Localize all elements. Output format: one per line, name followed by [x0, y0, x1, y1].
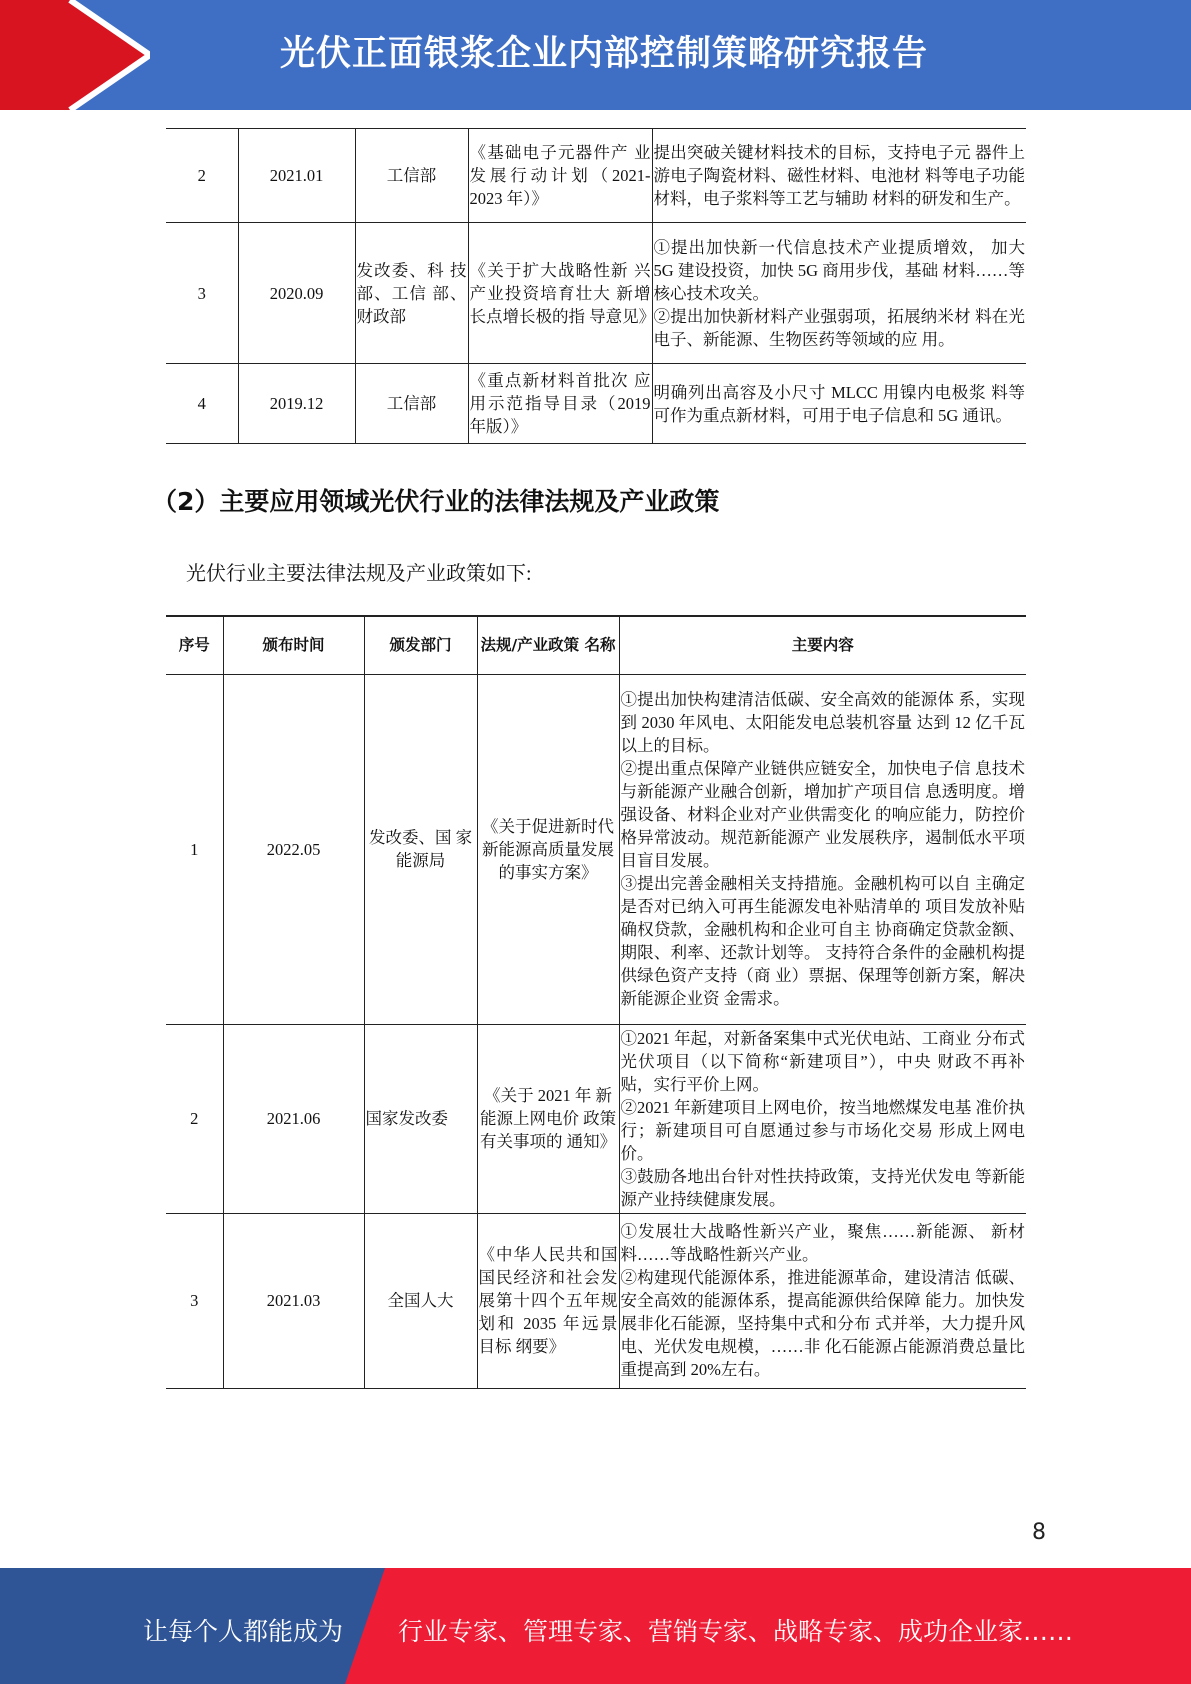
row-content: ①提出加快新一代信息技术产业提质增效， 加大 5G 建设投资，加快 5G 商用步伐，基础 材料……等核心技术攻关。 ②提出加快新材料产业强弱项，拓展纳米材 料在光电子、新能源、生物医药等领域的应 用。 [652, 223, 1026, 364]
table-row [166, 223, 1026, 364]
page-number: 8 [1032, 1520, 1046, 1545]
row-date: 2020.09 [238, 223, 355, 364]
row-policy: 《关于扩大战略性新 兴产业投资培育壮大 新增长点增长极的指 导意见》 [468, 223, 652, 364]
row-content: 提出突破关键材料技术的目标，支持电子元 器件上游电子陶瓷材料、磁性材料、电池材 料等电子功能材料，电子浆料等工艺与辅助 材料的研发和生产。 [652, 129, 1026, 223]
policy-table-continued [166, 128, 1026, 444]
row-number: 3 [166, 1213, 223, 1388]
row-policy: 《中华人民共和国国民经济和社会发展第十四个五年规划和 2035 年远景目标 纲要》 [477, 1213, 619, 1388]
table-header-row [166, 616, 1026, 674]
pv-policy-table [166, 615, 1026, 1389]
section-heading: （2）主要应用领域光伏行业的法律法规及产业政策 [152, 487, 720, 516]
table-row [166, 129, 1026, 223]
row-number: 1 [166, 674, 223, 1024]
table-row [166, 1213, 1026, 1388]
row-dept: 国家发改委 [364, 1024, 477, 1213]
row-date: 2021.06 [223, 1024, 364, 1213]
row-number: 2 [166, 129, 238, 223]
row-dept: 发改委、国 家能源局 [364, 674, 477, 1024]
row-dept: 发改委、科 技部、工信 部、财政部 [355, 223, 468, 364]
header-dept: 颁发部门 [364, 616, 477, 674]
row-dept: 工信部 [355, 129, 468, 223]
table-row [166, 1024, 1026, 1213]
section-intro: 光伏行业主要法律法规及产业政策如下: [186, 563, 532, 585]
row-dept: 工信部 [355, 364, 468, 444]
row-date: 2022.05 [223, 674, 364, 1024]
row-content: ①提出加快构建清洁低碳、安全高效的能源体 系，实现到 2030 年风电、太阳能发电总装机容量 达到 12 亿千瓦以上的目标。 ②提出重点保障产业链供应链安全，加快电子信 息技术与新能源产业融合创新，增加扩产项目信 息透明度。增强设备、材料企业对产业供需变化 的响应能力，防控价格异常波动。规范新能源产 业发展秩序，遏制低水平项目盲目发展。 ③提出完善金融相关支持措施。金融机构可以自 主确定是否对已纳入可再生能源发电补贴清单的 项目发放补贴确权贷款，金融机构和企业可自主 协商确定贷款金额、期限、利率、还款计划等。 支持符合条件的金融机构提供绿色资产支持（商 业）票据、保理等创新方案，解决新能源企业资 金需求。 [619, 674, 1026, 1024]
row-policy: 《基础电子元器件产 业发展行动计划（2021-2023 年）》 [468, 129, 652, 223]
row-content: 明确列出高容及小尺寸 MLCC 用镍内电极浆 料等可作为重点新材料，可用于电子信息和 5G 通讯。 [652, 364, 1026, 444]
row-date: 2019.12 [238, 364, 355, 444]
header-content: 主要内容 [619, 616, 1026, 674]
footer-slogan-right: 行业专家、管理专家、营销专家、战略专家、成功企业家…… [398, 1617, 1074, 1646]
table-row [166, 674, 1026, 1024]
row-content: ①发展壮大战略性新兴产业，聚焦……新能源、 新材料……等战略性新兴产业。 ②构建现代能源体系，推进能源革命，建设清洁 低碳、安全高效的能源体系，提高能源供给保障 能力。加快发展非化石能源，坚持集中式和分布 式并举，大力提升风电、光伏发电规模，……非 化石能源占能源消费总量比重提高到 20%左右。 [619, 1213, 1026, 1388]
header-policy: 法规/产业政策 名称 [477, 616, 619, 674]
page-footer [0, 1568, 1191, 1684]
page-header [0, 0, 1191, 110]
header-number: 序号 [166, 616, 223, 674]
table-row [166, 364, 1026, 444]
row-policy: 《关于促进新时代新能源高质量发展的事实方案》 [477, 674, 619, 1024]
row-number: 2 [166, 1024, 223, 1213]
header-red-chevron [0, 0, 150, 110]
row-number: 3 [166, 223, 238, 364]
row-content: ①2021 年起，对新备案集中式光伏电站、工商业 分布式光伏项目（以下简称“新建项目”），中央 财政不再补贴，实行平价上网。 ②2021 年新建项目上网电价，按当地燃煤发电基 准价执行；新建项目可自愿通过参与市场化交易 形成上网电价。 ③鼓励各地出台针对性扶持政策，支持光伏发电 等新能源产业持续健康发展。 [619, 1024, 1026, 1213]
row-number: 4 [166, 364, 238, 444]
row-dept: 全国人大 [364, 1213, 477, 1388]
row-policy: 《重点新材料首批次 应用示范指导目录（2019 年版）》 [468, 364, 652, 444]
footer-slogan-left: 让每个人都能成为 [143, 1617, 344, 1646]
row-policy: 《关于 2021 年 新能源上网电价 政策有关事项的 通知》 [477, 1024, 619, 1213]
header-date: 颁布时间 [223, 616, 364, 674]
row-date: 2021.01 [238, 129, 355, 223]
header-title: 光伏正面银浆企业内部控制策略研究报告 [280, 34, 929, 74]
row-date: 2021.03 [223, 1213, 364, 1388]
